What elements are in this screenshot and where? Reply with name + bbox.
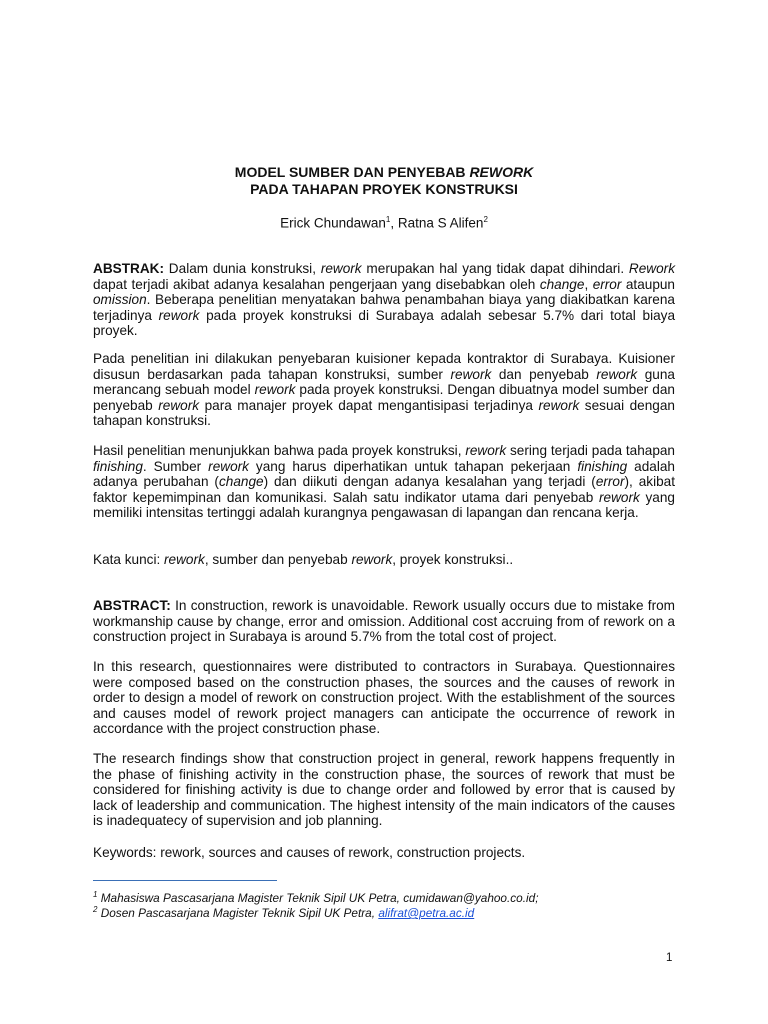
page-number: 1 (666, 952, 673, 964)
footnote-2-mark: 2 (93, 905, 98, 914)
text-run: Pada penelitian ini dilakukan penyebaran kuisioner kepada kontraktor di Surabaya. Kuisioner disusun berdasarkan pada tahapan konstruksi, sumber (93, 351, 675, 382)
abstract-paragraph-1 (93, 598, 675, 645)
text-run: The research findings show that construction project in general, rework happens frequently in the phase of finishing activity in the construction phase, the sources of rework that must be considered for finishing activity is due to change order and followed by error that is caused by lack of leadership and communication. The highest intensity of the main indicators of the causes is inadequatecy of supervision and job planning. (93, 751, 675, 829)
text-run: rework (351, 552, 393, 567)
text-run: pada proyek konstruksi di Surabaya adalah sebesar 5.7% dari total biaya proyek. (93, 307, 676, 339)
text-run: guna merancang sebuah model (93, 366, 675, 398)
abstrak-paragraph-2 (93, 351, 675, 429)
text-run: change (539, 276, 585, 292)
text-run: In this research, questionnaires were distributed to contractors in Surabaya. Questionnaires were composed based on the construction phases, the sources and the causes of rework in order to design a model of rework on construction project. With the establishment of the sources and causes model of rework project managers can anticipate the occurrence of rework in accordance with the project construction phase. (93, 659, 675, 737)
title-line-2: PADA TAHAPAN PROYEK KONSTRUKSI (250, 181, 518, 197)
title-line-1 (93, 164, 675, 181)
author-1: Erick Chundawan (280, 215, 386, 231)
text-run: dapat terjadi akibat adanya kesalahan pengerjaan yang disebabkan oleh (93, 276, 540, 292)
text-run: sering terjadi pada tahapan (506, 443, 675, 458)
title-line-1-italic: REWORK (469, 164, 534, 180)
text-run: ), akibat faktor kepemimpinan dan komunikasi. Salah satu indikator utama dari penyebab (93, 474, 676, 505)
text-run: rework (158, 307, 200, 323)
text-run: ABSTRACT: (93, 598, 171, 613)
footnote-2-text: Dosen Pascasarjana Magister Teknik Sipil UK Petra, (97, 905, 379, 920)
abstract-paragraph-2 (93, 659, 675, 737)
footnote-1-mark: 1 (93, 890, 98, 899)
text-run: adalah adanya perubahan ( (93, 458, 675, 490)
text-run: finishing (577, 458, 628, 474)
text-run: . Beberapa penelitian menyatakan bahwa penambahan biaya yang diakibatkan karena terjadinya (93, 292, 675, 323)
text-run: ) dan diikuti dengan adanya kesalahan yang terjadi ( (263, 474, 596, 490)
text-run: error (595, 474, 625, 490)
text-run: finishing (93, 458, 143, 474)
text-run: ABSTRAK: (93, 261, 164, 276)
footnote-1-text: Mahasiswa Pascasarjana Magister Teknik Sipil UK Petra, cumidawan@yahoo.co.id; (97, 890, 539, 905)
abstrak-paragraph-1 (93, 261, 675, 339)
footnote-2 (93, 903, 693, 920)
text-run: rework (465, 443, 507, 458)
text-run: dan penyebab (491, 366, 597, 382)
abstrak-paragraph-3 (93, 443, 675, 521)
author-2: Ratna S Alifen (397, 215, 484, 231)
text-run: Keywords: rework, sources and causes of rework, construction projects. (93, 845, 526, 860)
text-run: In construction, rework is unavoidable. Rework usually occurs due to mistake from workmanship cause by change, error and omission. Additional cost accruing from of rework on a construction project in Surabaya is around 5.7% from the total cost of project. (93, 598, 675, 645)
text-run: rework (450, 366, 492, 382)
text-run: rework (596, 366, 638, 382)
text-run: Dalam dunia konstruksi, (163, 261, 321, 276)
text-run: sesuai dengan tahapan konstruksi. (93, 397, 675, 429)
text-run: Rework (628, 261, 675, 276)
text-run: merupakan hal yang tidak dapat dihindari. (361, 261, 629, 276)
text-run: omission (93, 292, 147, 308)
text-run: pada proyek konstruksi. Dengan dibuatnya model sumber dan penyebab (93, 382, 675, 413)
text-run: Hasil penelitian menunjukkan bahwa pada proyek konstruksi, (93, 443, 466, 458)
author-1-affil: 1 (385, 215, 391, 224)
text-run: ataupun (621, 276, 675, 292)
text-run: change (218, 474, 264, 490)
text-run: rework (320, 261, 362, 276)
author-list (93, 212, 675, 232)
text-run: rework (208, 458, 249, 474)
text-run: para manajer proyek dapat mengantisipasi terjadinya (199, 397, 539, 413)
author-separator: , (390, 215, 398, 231)
text-run: . Sumber (142, 458, 209, 474)
abstract-paragraph-3 (93, 751, 675, 829)
text-run: , proyek konstruksi.. (392, 552, 514, 567)
text-run: rework (254, 382, 296, 398)
text-run: , (584, 276, 593, 292)
text-run: error (592, 276, 622, 292)
title-line-1-text: MODEL SUMBER DAN PENYEBAB (234, 164, 470, 180)
text-run: , sumber dan penyebab (204, 552, 352, 567)
text-run: yang harus diperhatikan untuk tahapan pekerjaan (248, 458, 578, 474)
text-run: rework (538, 397, 580, 413)
abstract-keywords (93, 845, 675, 861)
footnote-2-email-link[interactable]: alifrat@petra.ac.id (378, 905, 475, 920)
text-run: rework (599, 489, 640, 505)
text-run: rework (164, 552, 205, 567)
text-run: rework (158, 397, 200, 413)
text-run: Kata kunci: (93, 552, 165, 567)
author-2-affil: 2 (483, 215, 488, 224)
paper-title (93, 164, 675, 198)
abstrak-keywords (93, 552, 675, 568)
footnote-separator (93, 880, 277, 881)
text-run: yang memiliki intensitas tertinggi adalah kurangnya pengawasan di lapangan dan rencana kerja. (93, 489, 675, 521)
